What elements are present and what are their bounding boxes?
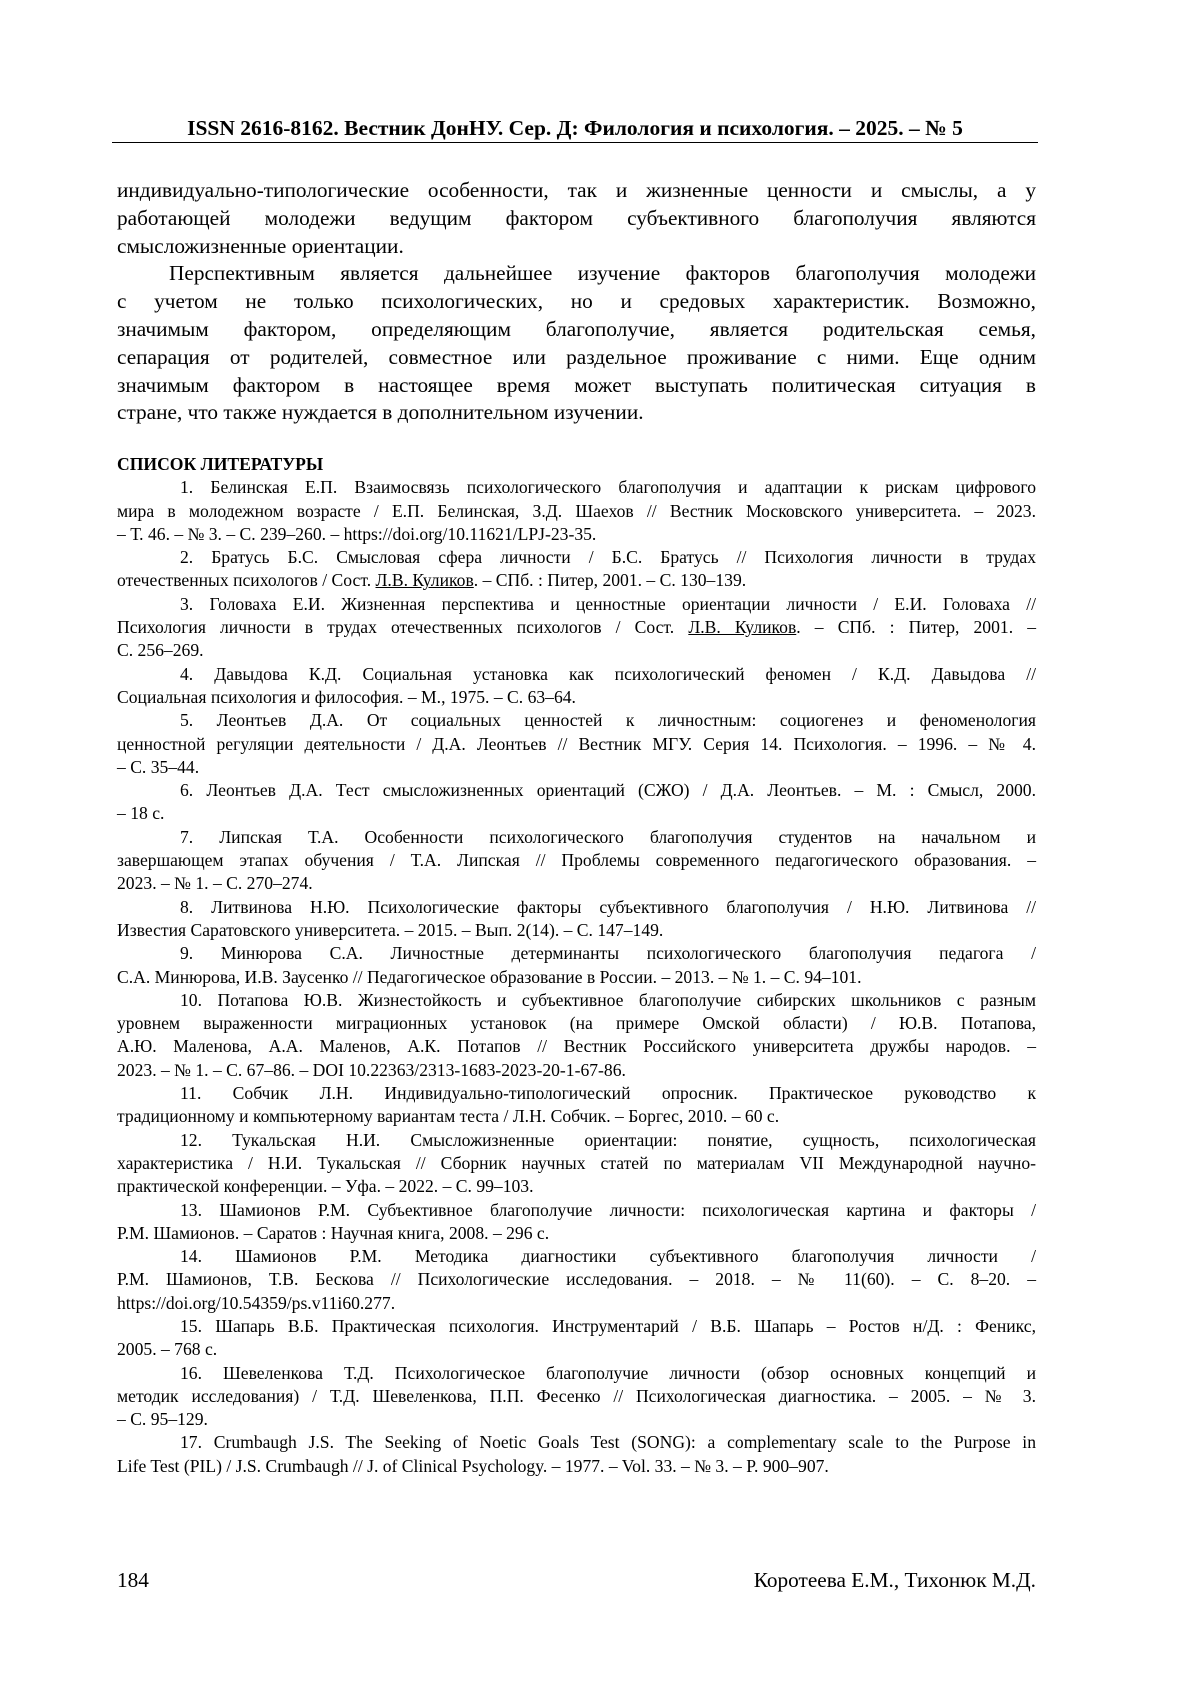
body-text bbox=[117, 177, 1036, 427]
reference-item bbox=[117, 546, 1036, 593]
text-line: С.А. Минюрова, И.В. Заусенко // Педагогическое образование в России. – 2013. – № 1. – С. 94–101. bbox=[117, 966, 862, 987]
reference-item bbox=[117, 779, 1036, 826]
reference-item bbox=[117, 826, 1036, 896]
underlined-name: Л.В. Куликов bbox=[688, 617, 797, 638]
text-line: ценностной регуляции деятельности / Д.А. Леонтьев // Вестник МГУ. Серия 14. Психология. – 1996. – № 4. bbox=[117, 733, 1036, 754]
page-footer bbox=[117, 1566, 1036, 1594]
reference-item bbox=[117, 593, 1036, 663]
text-line: Перспективным является дальнейшее изучение факторов благополучия молодежи bbox=[169, 261, 1036, 286]
text-line: стране, что также нуждается в дополнительном изучении. bbox=[117, 400, 644, 425]
text-line: 14. Шамионов Р.М. Методика диагностики субъективного благополучия личности / bbox=[180, 1246, 1036, 1267]
text-line: А.Ю. Маленова, А.А. Маленов, А.К. Потапов // Вестник Российского университета дружбы народов. – bbox=[117, 1036, 1036, 1057]
text-line: практической конференции. – Уфа. – 2022. – С. 99–103. bbox=[117, 1176, 534, 1197]
text-line: работающей молодежи ведущим фактором субъективного благополучия являются bbox=[117, 205, 1036, 230]
text-line: – Т. 46. – № 3. – С. 239–260. – https://doi.org/10.11621/LPJ-23-35. bbox=[117, 523, 597, 544]
reference-item bbox=[117, 989, 1036, 1082]
text-line: 6. Леонтьев Д.А. Тест смысложизненных ориентаций (СЖО) / Д.А. Леонтьев. – М. : Смысл, 2000. bbox=[180, 780, 1036, 801]
text-line: 3. Головаха Е.И. Жизненная перспектива и ценностные ориентации личности / Е.И. Головаха // bbox=[180, 593, 1036, 614]
text-line: – 18 с. bbox=[117, 803, 165, 824]
text-line: Социальная психология и философия. – М., 1975. – С. 63–64. bbox=[117, 686, 576, 707]
text-line: уровнем выраженности миграционных установок (на примере Омской области) / Ю.В. Потапова, bbox=[117, 1013, 1036, 1034]
reference-item bbox=[117, 1362, 1036, 1432]
text-line: завершающем этапах обучения / Т.А. Липская // Проблемы современного педагогического образования. – bbox=[117, 850, 1036, 871]
text-line: 8. Литвинова Н.Ю. Психологические факторы субъективного благополучия / Н.Ю. Литвинова // bbox=[180, 896, 1036, 917]
text-line: – С. 95–129. bbox=[117, 1409, 208, 1430]
paragraph bbox=[117, 260, 1036, 427]
reference-item bbox=[117, 663, 1036, 710]
text-line: 4. Давыдова К.Д. Социальная установка как психологический феномен / К.Д. Давыдова // bbox=[180, 663, 1036, 684]
text-line: С. 256–269. bbox=[117, 640, 204, 661]
text-line: 2023. – № 1. – С. 67–86. – DOI 10.22363/2313-1683-2023-20-1-67-86. bbox=[117, 1059, 626, 1080]
text-line: индивидуально-типологические особенности, так и жизненные ценности и смыслы, а у bbox=[117, 178, 1036, 202]
text-line: 16. Шевеленкова Т.Д. Психологическое благополучие личности (обзор основных концепций и bbox=[180, 1362, 1036, 1383]
reference-item bbox=[117, 896, 1036, 943]
text-line: мира в молодежном возрасте / Е.П. Белинская, З.Д. Шаехов // Вестник Московского университета. – 2023. bbox=[117, 500, 1036, 521]
text-line: 7. Липская Т.А. Особенности психологического благополучия студентов на начальном и bbox=[180, 826, 1036, 847]
text-line: 11. Собчик Л.Н. Индивидуально-типологический опросник. Практическое руководство к bbox=[180, 1083, 1036, 1104]
text-line: методик исследования) / Т.Д. Шевеленкова, П.П. Фесенко // Психологическая диагностика. – 2005. – № 3. bbox=[117, 1385, 1036, 1406]
text-line: Life Test (PIL) / J.S. Crumbaugh // J. of Clinical Psychology. – 1977. – Vol. 33. – № 3. – P. 900–907. bbox=[117, 1455, 829, 1476]
text-segment: Психология личности в трудах отечественных психологов / Сост. bbox=[117, 617, 689, 638]
footer-authors: Коротеева Е.М., Тихонюк М.Д. bbox=[753, 1568, 1036, 1592]
text-line: – С. 35–44. bbox=[117, 756, 200, 777]
running-header: ISSN 2616-8162. Вестник ДонНУ. Сер. Д: Филология и психология. – 2025. – № 5 bbox=[187, 116, 963, 140]
reference-item bbox=[117, 942, 1036, 989]
reference-item bbox=[117, 1129, 1036, 1199]
page-number: 184 bbox=[117, 1568, 149, 1592]
text-segment: . – СПб. : Питер, 2001. – С. 130–139. bbox=[473, 570, 747, 591]
header-rule bbox=[112, 142, 1038, 143]
text-line: значимым фактором, определяющим благополучие, является родительская семья, bbox=[117, 316, 1036, 341]
text-line: 1. Белинская Е.П. Взаимосвязь психологического благополучия и адаптации к рискам цифрового bbox=[180, 477, 1036, 498]
text-line: традиционному и компьютерному вариантам теста / Л.Н. Собчик. – Боргес, 2010. – 60 с. bbox=[117, 1106, 780, 1127]
text-line: 12. Тукальская Н.И. Смысложизненные ориентации: понятие, сущность, психологическая bbox=[180, 1129, 1036, 1150]
reference-item bbox=[117, 1082, 1036, 1129]
reference-item bbox=[117, 1245, 1036, 1315]
reference-item bbox=[117, 1199, 1036, 1246]
reference-item bbox=[117, 1431, 1036, 1478]
text-line: характеристика / Н.И. Тукальская // Сборник научных статей по материалам VII Международной научно- bbox=[117, 1152, 1036, 1173]
reference-item bbox=[117, 476, 1036, 546]
paragraph bbox=[117, 177, 1036, 260]
text-segment: . – СПб. : Питер, 2001. – bbox=[796, 617, 1036, 638]
text-line: https://doi.org/10.54359/ps.v11i60.277. bbox=[117, 1292, 396, 1313]
text-line: 15. Шапарь В.Б. Практическая психология. Инструментарий / В.Б. Шапарь – Ростов н/Д. : Феникс, bbox=[180, 1315, 1036, 1336]
reference-item bbox=[117, 709, 1036, 779]
text-line: Р.М. Шамионов, Т.В. Бескова // Психологические исследования. – 2018. – № 11(60). – С. 8–20. – bbox=[117, 1269, 1036, 1290]
text-line: Известия Саратовского университета. – 2015. – Вып. 2(14). – С. 147–149. bbox=[117, 919, 664, 940]
text-line: с учетом не только психологических, но и средовых характеристик. Возможно, bbox=[117, 289, 1036, 314]
text-line: сепарация от родителей, совместное или раздельное проживание с ними. Еще одним bbox=[117, 344, 1036, 369]
text-line bbox=[117, 569, 1036, 592]
text-line: 2005. – 768 с. bbox=[117, 1339, 218, 1360]
text-line: 2. Братусь Б.С. Смысловая сфера личности / Б.С. Братусь // Психология личности в трудах bbox=[180, 547, 1036, 568]
text-line: 2023. – № 1. – С. 270–274. bbox=[117, 873, 313, 894]
text-line: 17. Crumbaugh J.S. The Seeking of Noetic Goals Test (SONG): a complementary scale to the Purpose in bbox=[180, 1432, 1036, 1453]
text-line bbox=[117, 616, 1036, 639]
text-line: 13. Шамионов Р.М. Субъективное благополучие личности: психологическая картина и факторы / bbox=[180, 1199, 1036, 1220]
text-line: 5. Леонтьев Д.А. От социальных ценностей к личностным: социогенез и феноменология bbox=[180, 710, 1036, 731]
references-heading: СПИСОК ЛИТЕРАТУРЫ bbox=[117, 454, 324, 474]
text-line: 10. Потапова Ю.В. Жизнестойкость и субъективное благополучие сибирских школьников с разным bbox=[180, 989, 1036, 1010]
reference-list bbox=[117, 453, 1036, 1478]
text-segment: отечественных психологов / Сост. bbox=[117, 570, 376, 591]
reference-item bbox=[117, 1315, 1036, 1362]
underlined-name: Л.В. Куликов bbox=[375, 570, 474, 591]
text-line: Р.М. Шамионов. – Саратов : Научная книга, 2008. – 296 с. bbox=[117, 1222, 550, 1243]
text-line: значимым фактором в настоящее время может выступать политическая ситуация в bbox=[117, 372, 1036, 397]
text-line: 9. Минюрова С.А. Личностные детерминанты психологического благополучия педагога / bbox=[180, 943, 1036, 964]
text-line: смысложизненные ориентации. bbox=[117, 233, 404, 258]
